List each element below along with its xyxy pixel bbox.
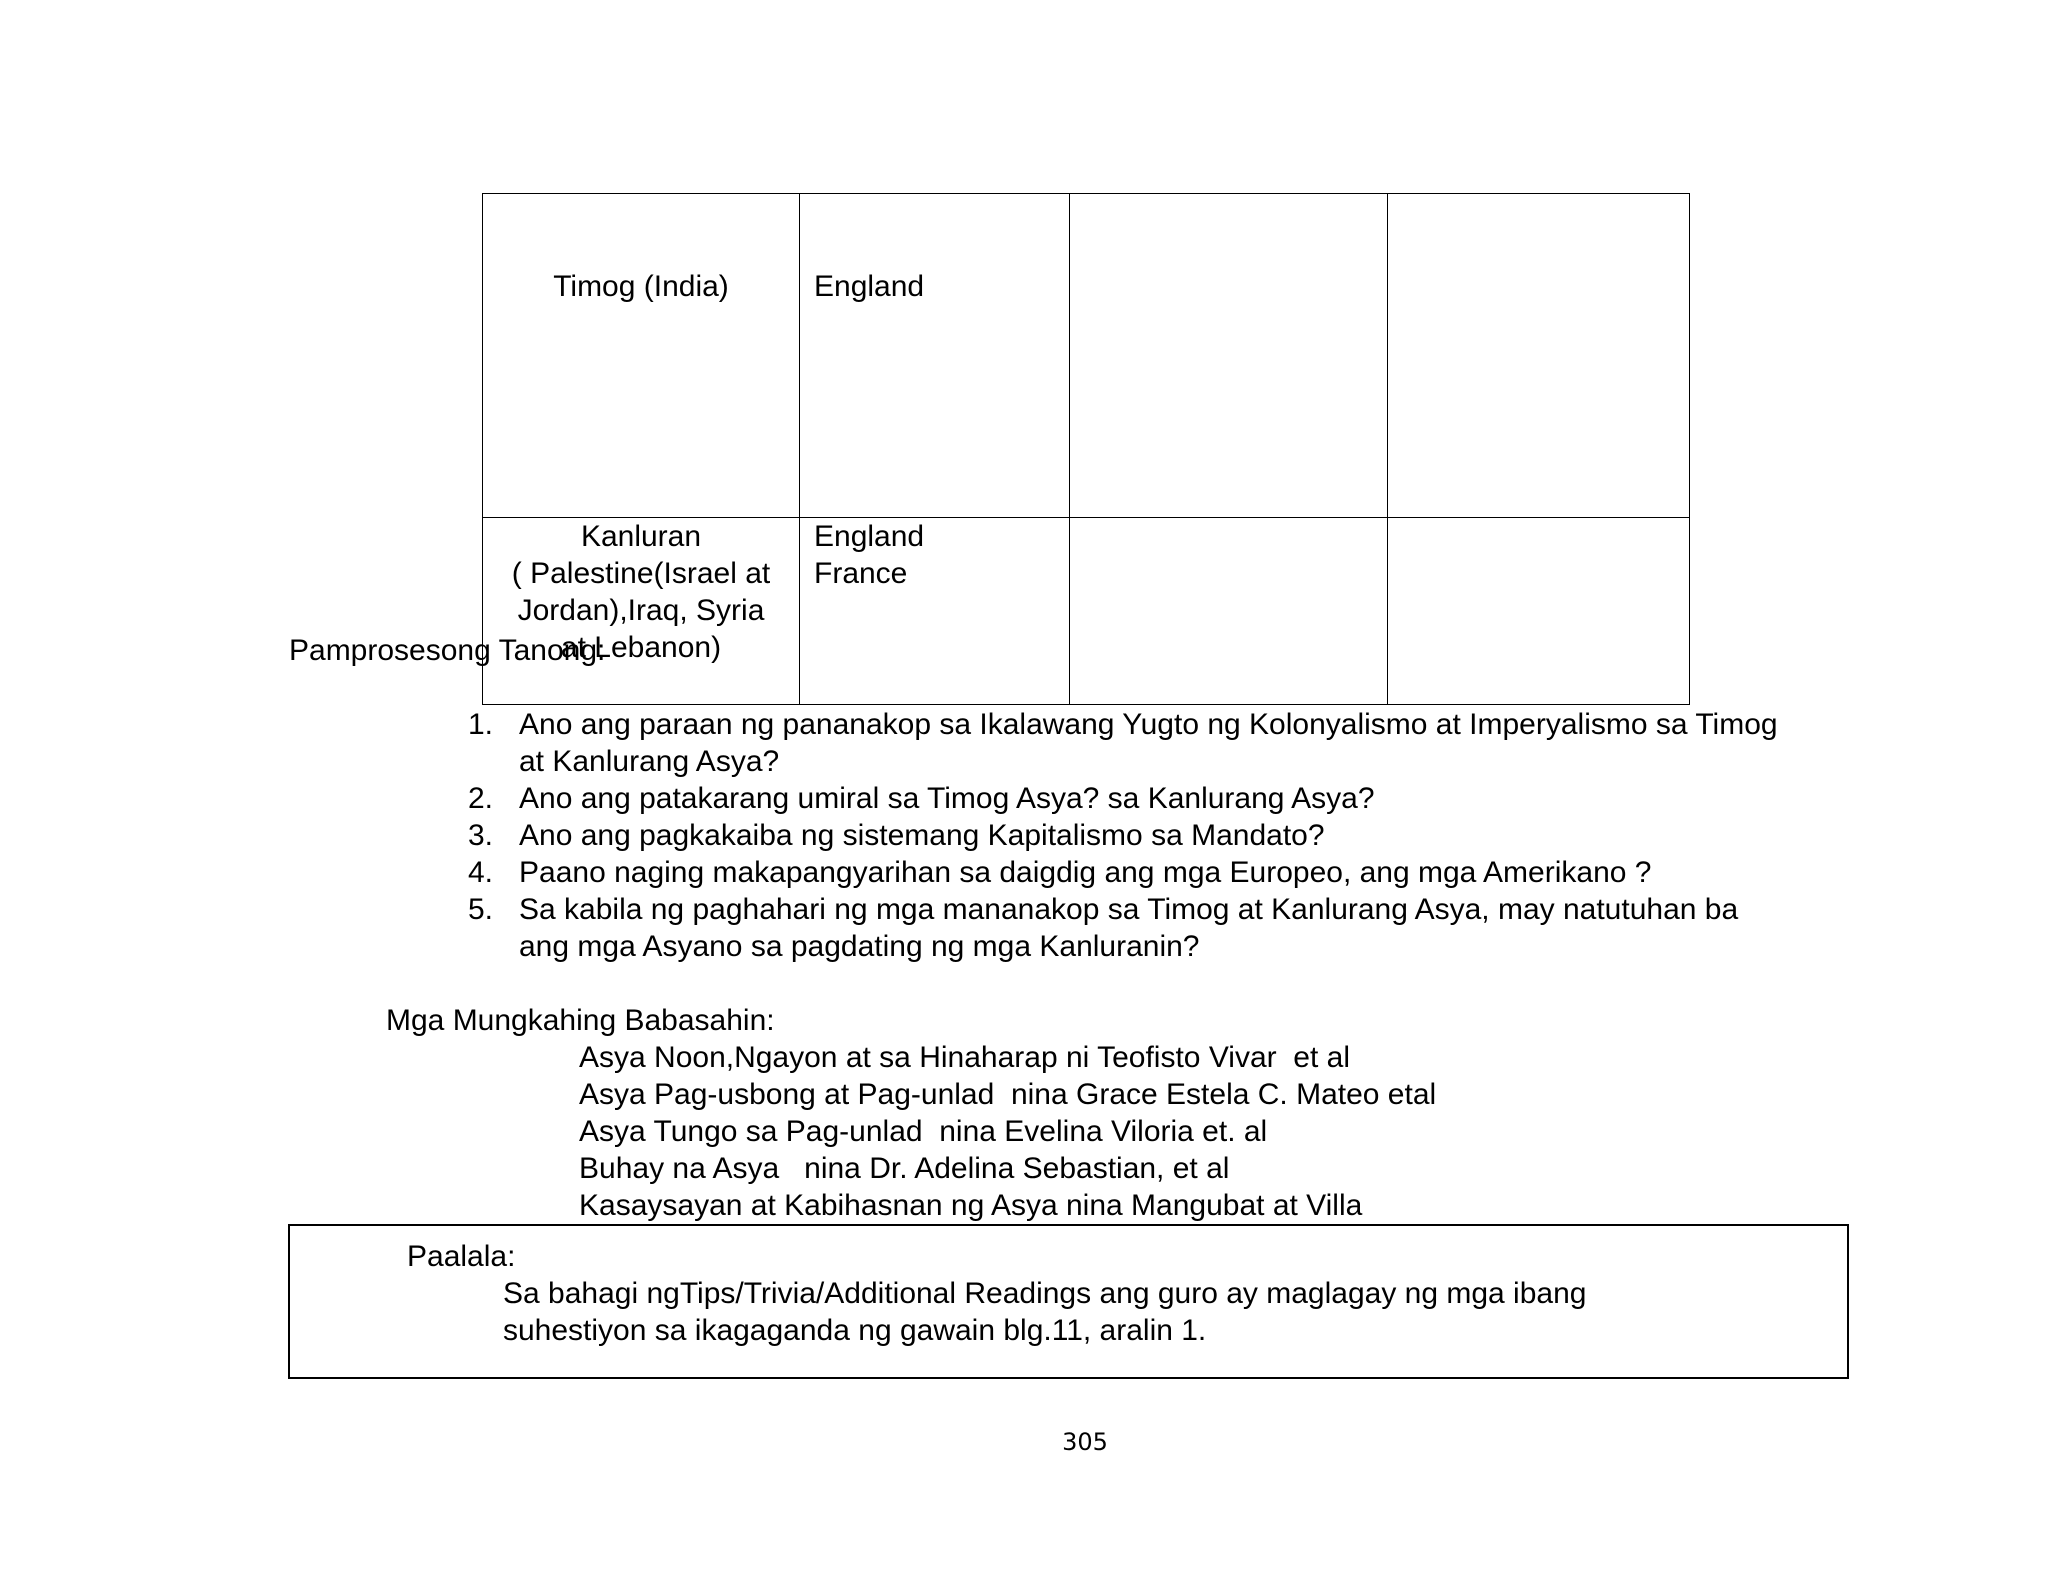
readings-list [579, 1039, 1436, 1224]
question-line: Ano ang paraan ng pananakop sa Ikalawang Yugto ng Kolonyalismo at Imperyalismo sa Timog [519, 708, 1778, 741]
question-line: ang mga Asyano sa pagdating ng mga Kanluranin? [519, 930, 1200, 963]
reading-item: Asya Pag-usbong at Pag-unlad nina Grace Estela C. Mateo etal [579, 1078, 1437, 1111]
colonizer-line: England [814, 270, 925, 303]
question-number: 1. [468, 708, 494, 741]
list-item [463, 706, 1883, 780]
region-line: ( Palestine(Israel at [511, 557, 771, 590]
reading-item: Buhay na Asya nina Dr. Adelina Sebastian, et al [579, 1152, 1230, 1185]
reading-item: Kasaysayan at Kabihasnan ng Asya nina Mangubat at Villa [579, 1189, 1363, 1222]
table-row [483, 518, 1690, 705]
list-item [463, 817, 1883, 854]
colonizer-line: France [814, 557, 908, 590]
question-line: Ano ang patakarang umiral sa Timog Asya? sa Kanlurang Asya? [519, 782, 1375, 815]
empty-cell [1070, 518, 1388, 705]
region-line: at Lebanon) [560, 631, 722, 664]
question-line: Paano naging makapangyarihan sa daigdig ang mga Europeo, ang mga Amerikano ? [519, 856, 1652, 889]
question-line: Sa kabila ng paghahari ng mga mananakop sa Timog at Kanlurang Asya, may natutuhan ba [519, 893, 1739, 926]
list-item [463, 780, 1883, 817]
reading-item: Asya Noon,Ngayon at sa Hinaharap ni Teofisto Vivar et al [579, 1041, 1351, 1074]
reminder-title: Paalala: [407, 1240, 516, 1273]
region-cell [483, 194, 800, 518]
reminder-line: Sa bahagi ngTips/Trivia/Additional Readings ang guro ay maglagay ng mga ibang [503, 1277, 1587, 1310]
region-cell [483, 518, 800, 705]
colonizer-line: England [814, 520, 925, 553]
question-number: 2. [468, 782, 494, 815]
question-number: 5. [468, 893, 494, 926]
questions-heading: Pamprosesong Tanong: [289, 634, 606, 667]
region-line: Timog (India) [553, 270, 729, 303]
questions-list [463, 706, 1883, 965]
colonizer-cell [800, 194, 1070, 518]
readings-heading: Mga Mungkahing Babasahin: [386, 1004, 775, 1037]
question-number: 4. [468, 856, 494, 889]
page-number: 305 [1062, 1428, 1108, 1456]
region-line: Kanluran [580, 520, 702, 553]
empty-cell [1388, 518, 1690, 705]
reading-item: Asya Tungo sa Pag-unlad nina Evelina Viloria et. al [579, 1115, 1268, 1148]
colonizer-cell [800, 518, 1070, 705]
question-line: Ano ang pagkakaiba ng sistemang Kapitalismo sa Mandato? [519, 819, 1325, 852]
table-row [483, 194, 1690, 518]
colonial-regions-table [482, 193, 1690, 705]
reminder-box [288, 1224, 1849, 1379]
region-line: Jordan),Iraq, Syria [517, 594, 765, 627]
reminder-line: suhestiyon sa ikagaganda ng gawain blg.11, aralin 1. [503, 1314, 1207, 1347]
question-line: at Kanlurang Asya? [519, 745, 780, 778]
question-number: 3. [468, 819, 494, 852]
empty-cell [1388, 194, 1690, 518]
empty-cell [1070, 194, 1388, 518]
list-item [463, 891, 1883, 965]
list-item [463, 854, 1883, 891]
reminder-body [503, 1275, 1586, 1349]
